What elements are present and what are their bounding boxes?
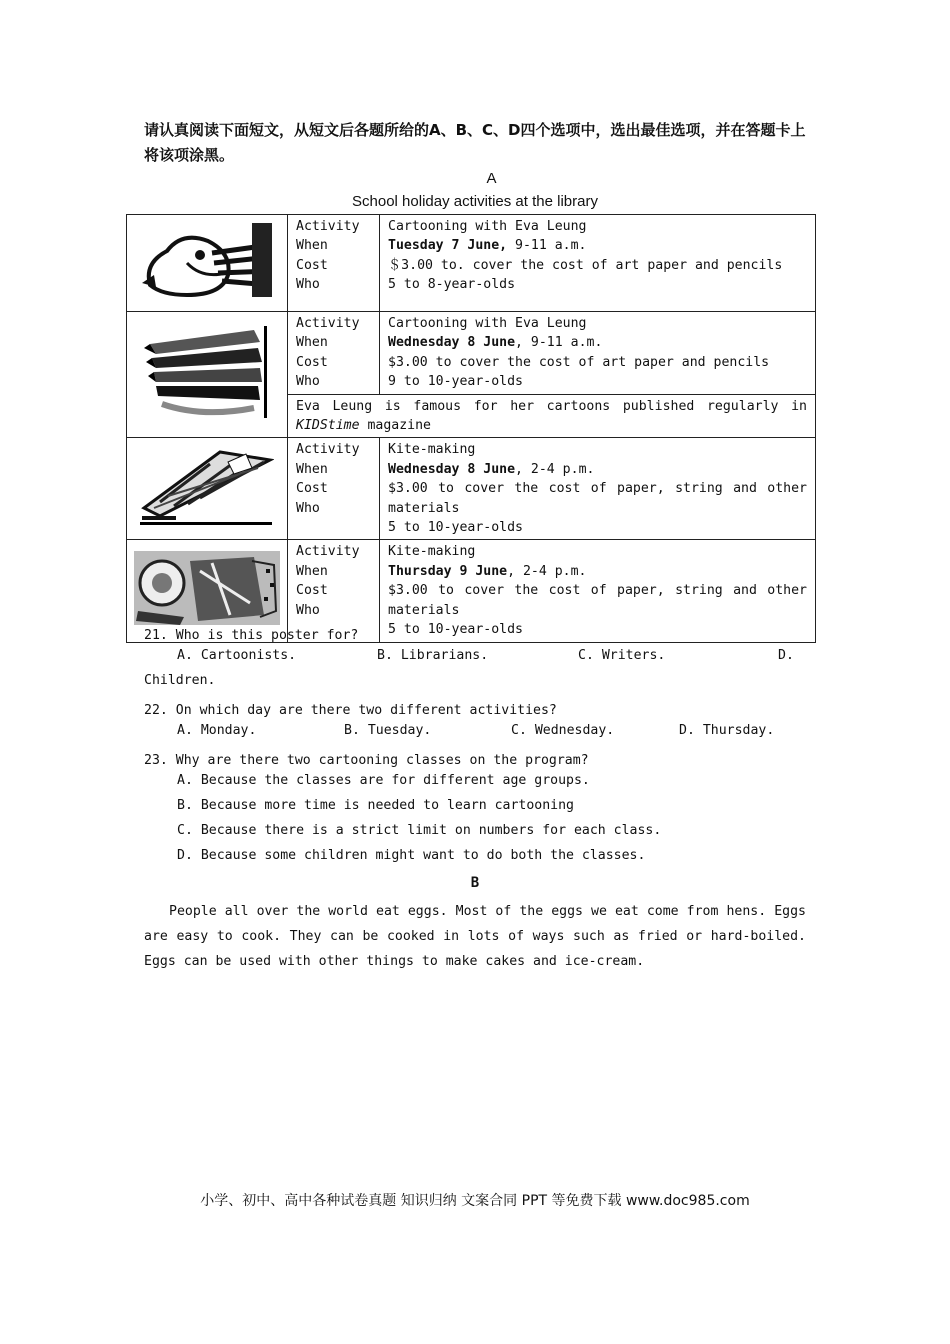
activity-label: Activity <box>296 219 360 234</box>
bird-cartoon-icon <box>142 223 272 297</box>
kite-icon <box>140 446 274 526</box>
poster-row <box>127 312 816 395</box>
who-value: 5 to 10-year-olds <box>388 520 523 536</box>
who-value: 9 to 10-year-olds <box>388 374 523 390</box>
cost-value: ＄3.00 to. cover the cost of art paper and pencils <box>388 257 783 273</box>
poster-note: Eva Leung is famous for her cartoons published regularly in KIDStime magazine <box>288 394 816 438</box>
q21-option-b[interactable]: B. Librarians. <box>377 648 489 663</box>
pencils-icon <box>142 322 272 422</box>
q23-option-b[interactable]: B. Because more time is needed to learn cartooning <box>177 798 574 813</box>
who-value: 5 to 10-year-olds <box>388 622 523 638</box>
cost-label: Cost <box>296 354 328 370</box>
question-21-stem: 21. Who is this poster for? <box>144 628 359 643</box>
activity-value: Cartooning with Eva Leung <box>388 316 587 331</box>
activity-label: Activity <box>296 316 360 331</box>
poster-row <box>127 438 816 540</box>
when-label: When <box>296 563 328 579</box>
q22-option-d[interactable]: D. Thursday. <box>679 723 775 738</box>
cost-label: Cost <box>296 481 328 497</box>
when-day: Wednesday 8 June <box>388 461 516 477</box>
cost-value: $3.00 to cover the cost of art paper and pencils <box>388 354 770 370</box>
when-day: Thursday 9 June <box>388 563 508 579</box>
when-day: Wednesday 8 June <box>388 335 516 351</box>
activity-value: Kite-making <box>388 442 476 458</box>
poster-title: School holiday activities at the library <box>352 193 598 210</box>
when-time: 9-11 a.m. <box>507 238 587 254</box>
cost-label: Cost <box>296 583 328 599</box>
q21-option-c[interactable]: C. Writers. <box>578 648 666 663</box>
when-label: When <box>296 335 328 351</box>
question-23-stem: 23. Why are there two cartooning classes on the program? <box>144 753 589 768</box>
when-day: Tuesday 7 June, <box>388 238 508 254</box>
kite-materials-icon <box>134 551 280 625</box>
who-label: Who <box>296 602 320 618</box>
when-value <box>388 333 807 352</box>
when-label: When <box>296 461 328 477</box>
q23-option-a[interactable]: A. Because the classes are for different age groups. <box>177 773 590 788</box>
q21-option-d[interactable]: D. <box>778 648 794 663</box>
cost-value: $3.00 to cover the cost of paper, string and other materials <box>388 583 807 618</box>
cost-value: $3.00 to cover the cost of paper, string and other materials <box>388 481 807 516</box>
when-label: When <box>296 238 328 254</box>
activity-value: Kite-making <box>388 544 476 560</box>
poster-row <box>127 215 816 312</box>
who-label: Who <box>296 374 320 390</box>
when-value <box>388 562 807 581</box>
cost-label: Cost <box>296 257 328 273</box>
section-b-heading: B <box>470 875 480 891</box>
question-22-stem: 22. On which day are there two different activities? <box>144 703 557 718</box>
passage-b: People all over the world eat eggs. Most of the eggs we eat come from hens. Eggs are easy to cook. They can be cooked in lots of ways such as fried or hard-boiled. Eggs can be used with other things to make cakes and ice-cream. <box>144 904 806 969</box>
q21-option-d-text[interactable]: Children. <box>144 673 216 688</box>
section-a-heading: A <box>486 170 497 187</box>
instruction-text: 请认真阅读下面短文，从短文后各题所给的A、B、C、D四个选项中，选出最佳选项，并在答题卡上将该项涂黑。 <box>144 121 806 164</box>
q21-option-a[interactable]: A. Cartoonists. <box>177 648 297 663</box>
activity-label: Activity <box>296 442 360 458</box>
who-label: Who <box>296 500 320 516</box>
footer-text: 小学、初中、高中各种试卷真题 知识归纳 文案合同 PPT 等免费下载 www.doc985.com <box>200 1193 750 1209</box>
activity-value: Cartooning with Eva Leung <box>388 219 587 234</box>
q22-option-b[interactable]: B. Tuesday. <box>344 723 432 738</box>
activity-label: Activity <box>296 544 360 560</box>
q22-option-c[interactable]: C. Wednesday. <box>511 723 615 738</box>
who-value: 5 to 8-year-olds <box>388 277 516 293</box>
when-value <box>388 236 807 255</box>
poster-table <box>126 214 816 643</box>
who-label: Who <box>296 277 320 293</box>
when-time: , 2-4 p.m. <box>507 563 587 579</box>
when-time: , 9-11 a.m. <box>515 335 603 351</box>
q23-option-c[interactable]: C. Because there is a strict limit on numbers for each class. <box>177 823 662 838</box>
when-time: , 2-4 p.m. <box>515 461 595 477</box>
q22-option-a[interactable]: A. Monday. <box>177 723 257 738</box>
when-value <box>388 460 807 479</box>
magazine-name: KIDStime <box>296 418 360 434</box>
q23-option-d[interactable]: D. Because some children might want to do both the classes. <box>177 848 646 863</box>
